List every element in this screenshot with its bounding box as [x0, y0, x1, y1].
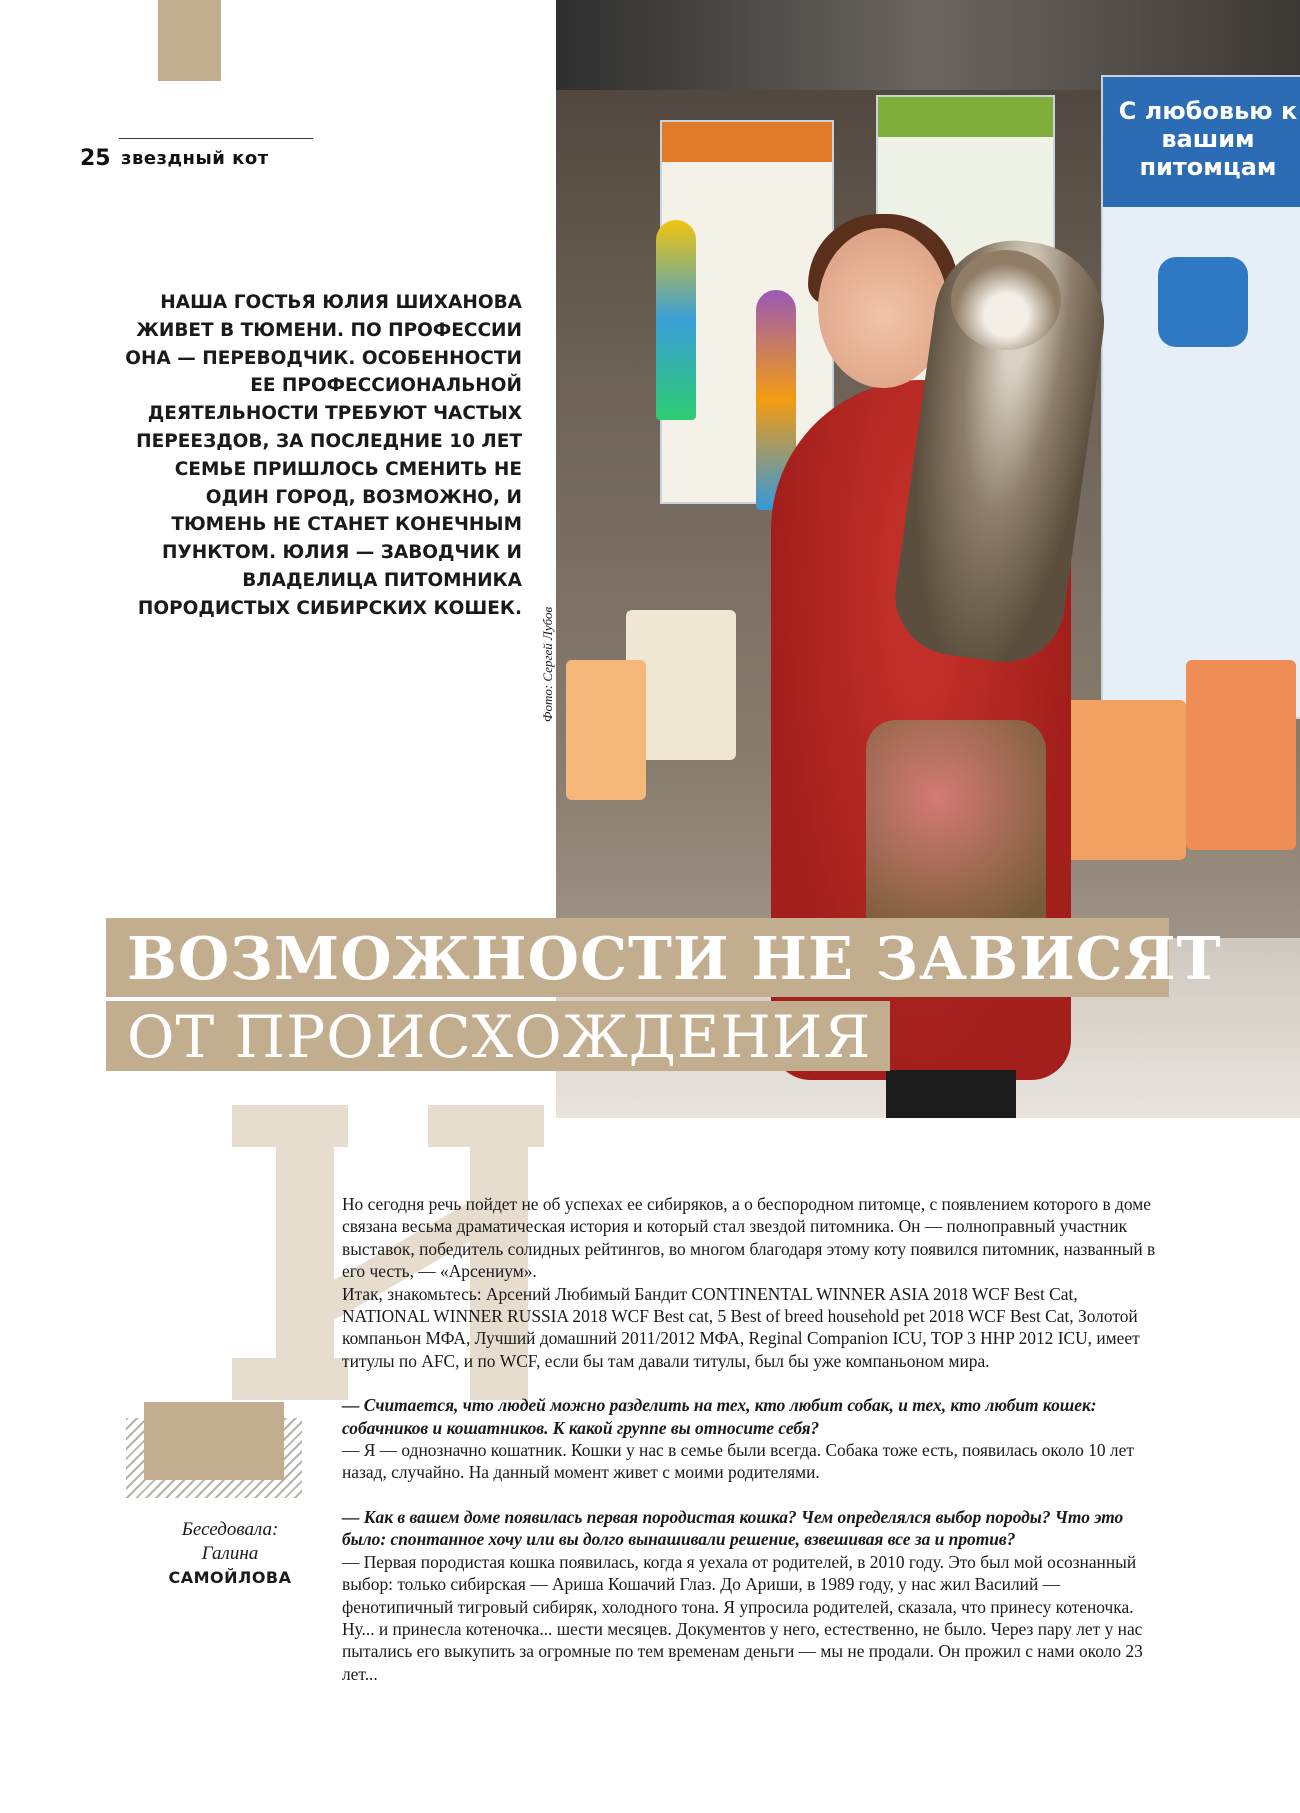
photo-banner-text: С любовью к вашим питомцам [1103, 77, 1300, 207]
photo-food-bag [1186, 660, 1296, 850]
byline-label: Беседовала: [181, 1519, 279, 1540]
photo-legs [886, 1070, 1016, 1118]
headline-band-2 [106, 1001, 890, 1071]
interview-answer: — Первая породистая кошка появилась, когда я уехала от родителей, в 2010 году. Это был мой осознанный выбор: только сибирская — Ариша Кошачий Глаз. До Ариши, в 1989 году, у нас жил Василий — фенотипичный тигровый сибиряк, холодного тона. Я упросила родителей, сказала, что принесу котеночка. Ну... и принесла котеночка... шести месяцев. Документов у него, естественно, не было. Через пару лет у нас пытались его выкупить за огромные по тем временам деньги — мы не продали. Он прожил с нами около 23 лет... [342, 1551, 1143, 1684]
section-name: звездный кот [121, 148, 269, 169]
photo-banner-blue [1101, 75, 1300, 719]
byline-accent-block [144, 1402, 284, 1480]
byline-last-name: САМОЙЛОВА [168, 1568, 292, 1587]
interview-question: — Как в вашем доме появилась первая породистая кошка? Чем определялся выбор породы? Что это было: спонтанное хочу или вы долго вынашивали решение, взвешивая все за и против? [342, 1506, 1124, 1550]
byline-first-name: Галина [201, 1543, 259, 1564]
photo-food-bag [1066, 700, 1186, 860]
page-number: 25 [80, 146, 111, 171]
photo-food-bag [566, 660, 646, 800]
interview-answer: — Я — однозначно кошатник. Кошки у нас в семье были всегда. Собака тоже есть, появилась около 10 лет назад, случайно. На данный момент живет с моими родителями. [342, 1440, 1134, 1483]
body-paragraph: Но сегодня речь пойдет не об успехах ее сибиряков, а о беспородном питомце, с появлением которого в доме связана весьма драматическая история и который стал звездой питомника. Он — полноправный участник выставок, победитель солидных рейтингов, во многом благодаря этому коту появился питомник, названный в его честь, — «Арсениум». [342, 1194, 1156, 1282]
photo-cat-head [951, 250, 1061, 350]
headline-line-1: ВОЗМОЖНОСТИ НЕ ЗАВИСЯТ [127, 924, 1222, 993]
photo-banner-logo [1158, 257, 1248, 347]
intro-lead: НАША ГОСТЬЯ ЮЛИЯ ШИХАНОВА ЖИВЕТ В ТЮМЕНИ. ПО ПРОФЕССИИ ОНА — ПЕРЕВОДЧИК. ОСОБЕННОСТИ ЕЕ ПРОФЕССИОНАЛЬНОЙ ДЕЯТЕЛЬНОСТИ ТРЕБУЮТ ЧАСТЫХ ПЕРЕЕЗДОВ, ЗА ПОСЛЕДНИЕ 10 ЛЕТ СЕМЬЕ ПРИШЛОСЬ СМЕНИТЬ НЕ ОДИН ГОРОД, ВОЗМОЖНО, И ТЮМЕНЬ НЕ СТАНЕТ КОНЕЧНЫМ ПУНКТОМ. ЮЛИЯ — ЗАВОДЧИК И ВЛАДЕЛИЦА ПИТОМНИКА ПОРОДИСТЫХ СИБИРСКИХ КОШЕК. [125, 292, 522, 619]
photo-credit: Фото: Сергей Лубов [540, 606, 555, 722]
headline-line-2: ОТ ПРОИСХОЖДЕНИЯ [127, 1003, 872, 1071]
headline-band-1 [106, 918, 1222, 997]
byline [150, 1518, 310, 1590]
body-paragraph: Итак, знакомьтесь: Арсений Любимый Бандит CONTINENTAL WINNER ASIA 2018 WCF Best Cat, NATIONAL WINNER RUSSIA 2018 WCF Best cat, 5 Best of breed household pet 2018 WCF Best Cat, Золотой компаньон МФА, Лучший домашний 2011/2012 МФА, Reginal Companion ICU, TOP 3 HHP 2012 ICU, имеет титулы по AFC, и по WCF, если бы там давали титулы, был бы уже компаньоном мира. [342, 1283, 1140, 1371]
header-rule [119, 138, 313, 139]
article-body [342, 1193, 1162, 1685]
interview-question: — Считается, что людей можно разделить на тех, кто любит собак, и тех, кто любит кошек: собачников и кошатников. К какой группе вы относите себя? [342, 1395, 1097, 1438]
corner-accent-block [158, 0, 221, 81]
photo-rosette [656, 220, 696, 420]
